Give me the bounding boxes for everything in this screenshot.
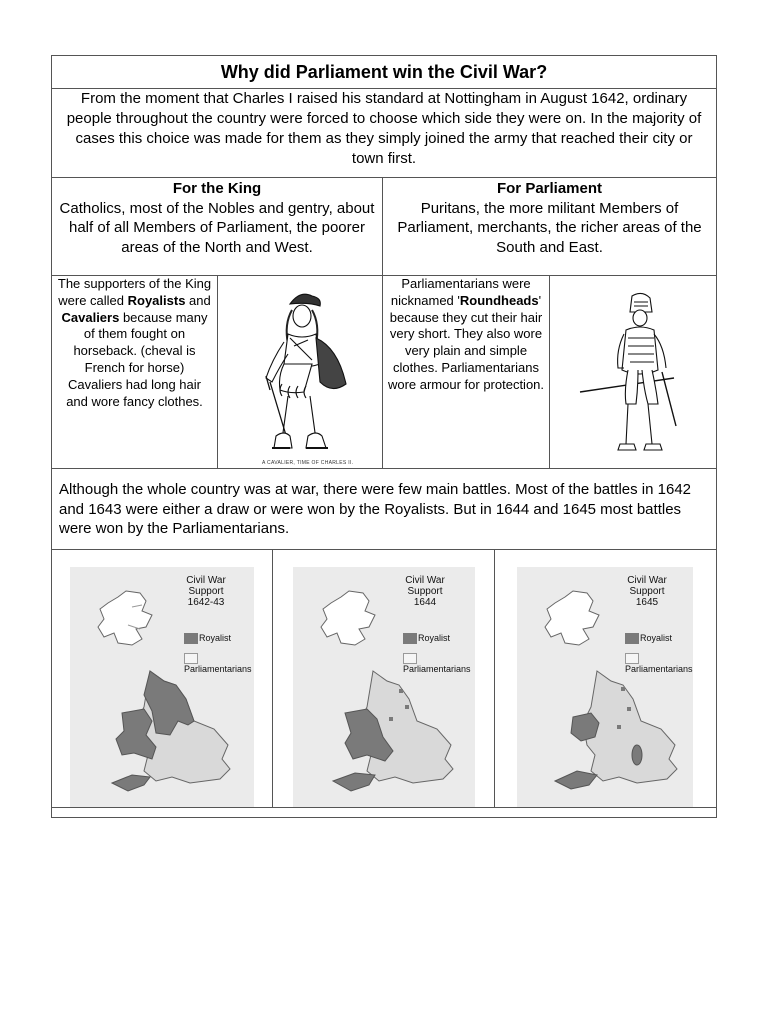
legend-label: Royalist — [640, 633, 673, 643]
map-year-1645: 1645 — [635, 597, 659, 608]
legend-label: Royalist — [418, 633, 451, 643]
map-title-line1: Civil War — [405, 575, 445, 586]
cavalier-image-cell — [218, 276, 383, 469]
map-title-line2: Support — [407, 586, 443, 597]
legend-label: Parliamentarians — [184, 664, 252, 675]
parliament-swatch — [403, 653, 417, 664]
battles-paragraph: Although the whole country was at war, there were few main battles. Most of the battles in 1642 and 1643 were either a draw or were won by the Royalists. But in 1644 and 1645 most battles were won by the Parliamentarians. — [52, 469, 716, 550]
roundheads-term: Roundheads — [459, 292, 539, 308]
legend-royalist-1642 — [184, 633, 231, 644]
map-1644 — [293, 567, 475, 807]
map-1642 — [70, 567, 254, 807]
roundhead-desc-rest: ' because they cut their hair very short. They also wore very plain and simple clothes. Parliamentarians wore armour for protection. — [387, 292, 545, 392]
map-1645 — [517, 567, 693, 807]
legend-royalist-1644 — [403, 633, 450, 644]
parliament-heading: For Parliament — [496, 180, 603, 197]
map-cell-1644 — [273, 550, 495, 808]
king-heading: For the King — [172, 180, 262, 197]
cavalier-caption: A CAVALIER, TIME OF CHARLES II. — [262, 460, 354, 466]
parliament-swatch — [184, 653, 198, 664]
parliament-supporters-text: Puritans, the more militant Members of Parliament, merchants, the richer areas of the South and East. — [397, 199, 702, 256]
sides-row — [52, 178, 716, 276]
map-title-line1: Civil War — [627, 575, 667, 586]
royalist-swatch — [184, 633, 198, 644]
roundhead-illustration — [550, 276, 716, 469]
roundhead-description — [383, 276, 550, 469]
cavalier-illustration — [218, 276, 383, 469]
map-title-line2: Support — [629, 586, 665, 597]
map-title-1644 — [397, 575, 453, 608]
cavalier-description — [52, 276, 218, 469]
map-year-1644: 1644 — [413, 597, 437, 608]
map-title-1642 — [178, 575, 234, 608]
legend-royalist-1645 — [625, 633, 672, 644]
king-supporters-text: Catholics, most of the Nobles and gentry, about half of all Members of Parliament, the poorer areas of the North and West. — [59, 199, 375, 256]
parliament-supporters-cell — [383, 178, 716, 276]
legend-label: Parliamentarians — [625, 664, 693, 675]
map-title-line1: Civil War — [186, 575, 226, 586]
map-year-1642: 1642-43 — [187, 597, 225, 608]
legend-parliament-1645 — [625, 653, 693, 675]
roundhead-image-cell — [550, 276, 716, 469]
cavaliers-term: Cavaliers — [61, 309, 120, 325]
cavalier-desc-rest: because many of them fought on horseback. (cheval is French for horse) Cavaliers had long hair and wore fancy clothes. — [66, 309, 208, 409]
royalist-swatch — [625, 633, 639, 644]
royalists-term: Royalists — [127, 292, 186, 308]
parliament-swatch — [625, 653, 639, 664]
legend-parliament-1642 — [184, 653, 254, 675]
royalist-swatch — [403, 633, 417, 644]
map-title-1645 — [619, 575, 675, 608]
legend-label: Parliamentarians — [403, 664, 471, 675]
legend-parliament-1644 — [403, 653, 475, 675]
map-title-line2: Support — [188, 586, 224, 597]
roundhead-desc-text: Parliamentarians were nicknamed ' — [390, 276, 531, 308]
cavalier-desc-and: and — [185, 292, 211, 308]
intro-paragraph: From the moment that Charles I raised his standard at Nottingham in August 1642, ordinary people throughout the country were forced to choose which side they were on. In the majority of cases this choice was made for them as they simply joined the army that reached their city or town first. — [52, 89, 716, 178]
worksheet — [51, 55, 717, 818]
king-supporters-cell — [52, 178, 383, 276]
maps-row — [52, 550, 716, 808]
people-row — [52, 276, 716, 469]
map-cell-1645 — [495, 550, 716, 808]
legend-label: Royalist — [199, 633, 232, 643]
page-title: Why did Parliament win the Civil War? — [52, 56, 716, 89]
cavalier-desc-text: The supporters of the King were called — [57, 276, 212, 308]
map-cell-1642 — [52, 550, 273, 808]
